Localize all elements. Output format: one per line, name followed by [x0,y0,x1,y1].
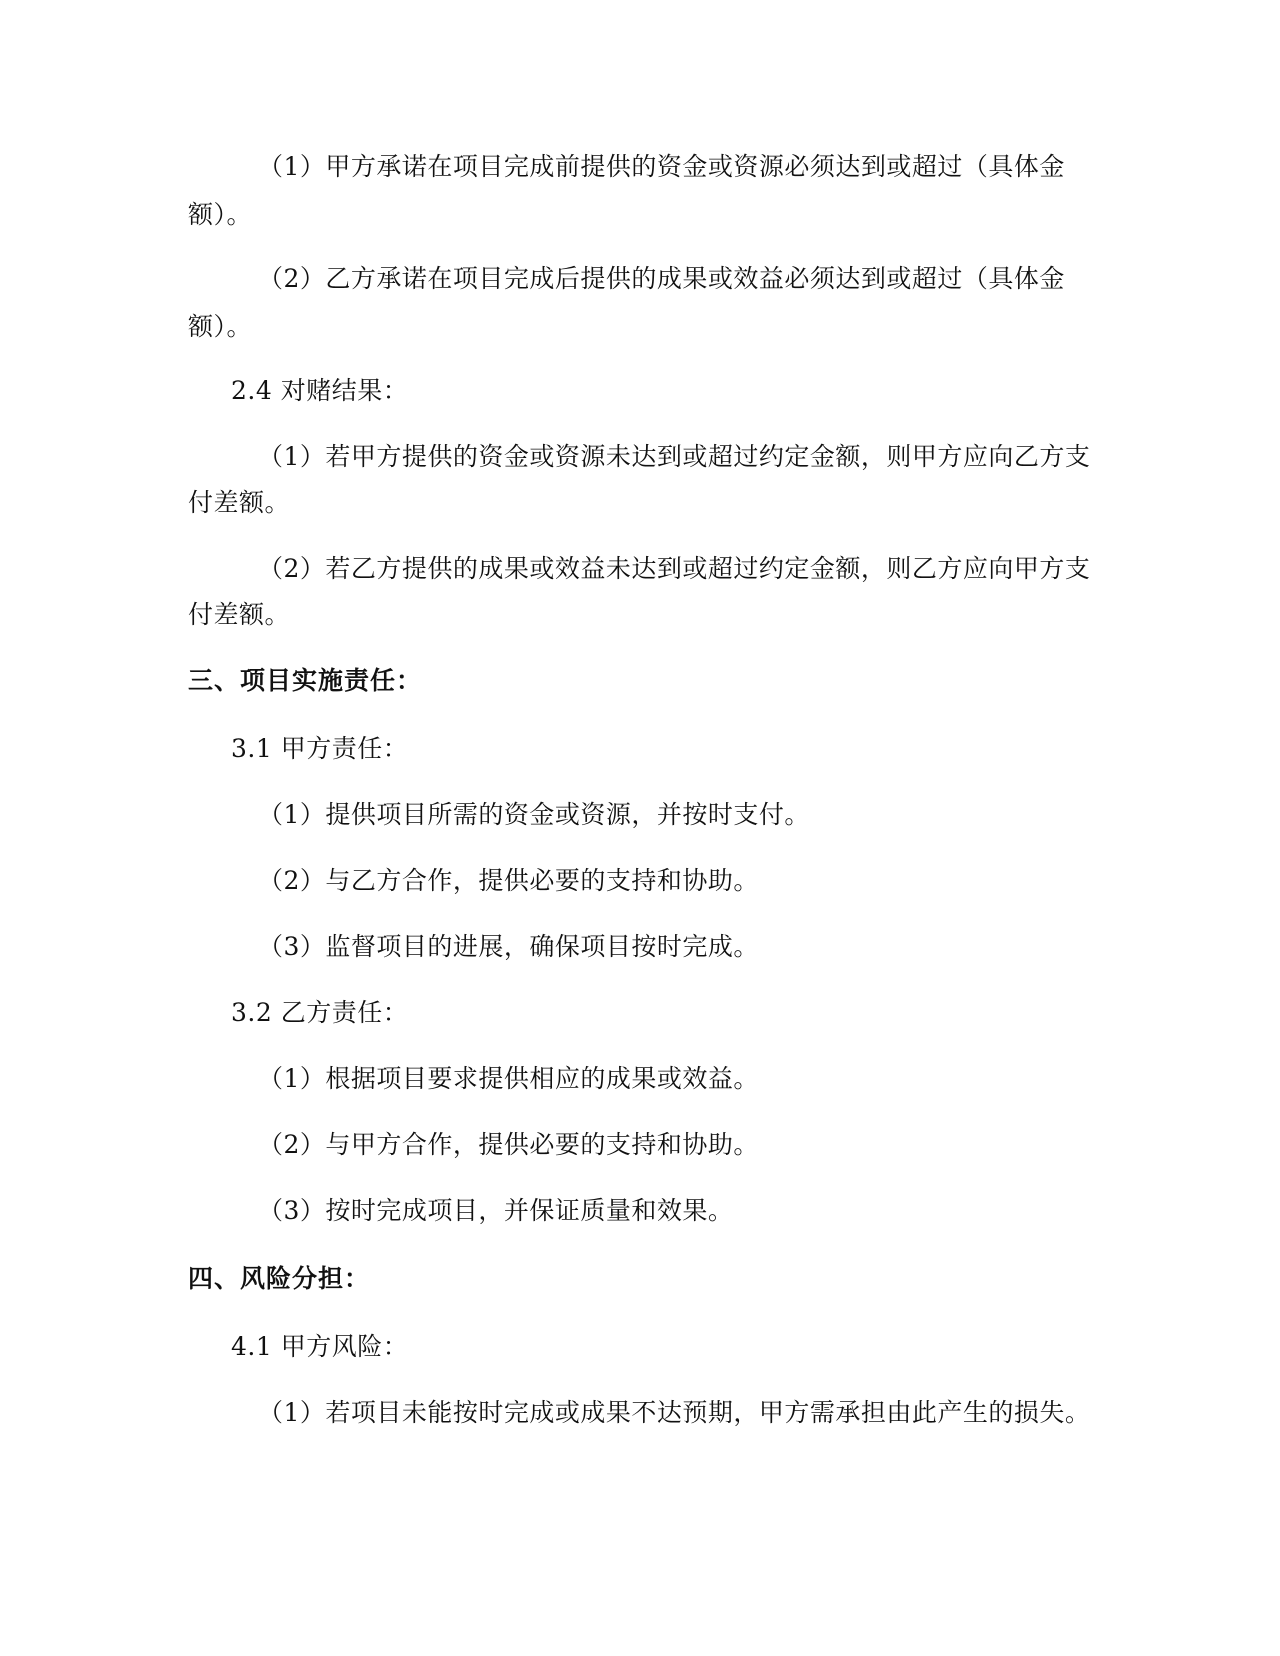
item-3-2-1: （1）根据项目要求提供相应的成果或效益。 [258,1064,759,1093]
section-3-1-title: 3.1 甲方责任： [231,734,409,763]
paragraph-2-3-1-line-1: （1）甲方承诺在项目完成前提供的资金或资源必须达到或超过（具体金 [258,152,1065,181]
paragraph-2-3-2-line-1: （2）乙方承诺在项目完成后提供的成果或效益必须达到或超过（具体金 [258,264,1065,293]
item-4-1-1: （1）若项目未能按时完成或成果不达预期，甲方需承担由此产生的损失。 [258,1398,1091,1427]
paragraph-2-4-2-line-2: 付差额。 [188,600,291,629]
item-3-1-3: （3）监督项目的进展，确保项目按时完成。 [258,932,759,961]
section-2-4-title: 2.4 对赌结果： [231,376,409,405]
section-4-heading: 四、风险分担： [188,1264,371,1293]
item-3-2-2: （2）与甲方合作，提供必要的支持和协助。 [258,1130,759,1159]
paragraph-2-4-1-line-2: 付差额。 [188,488,291,517]
section-3-heading: 三、项目实施责任： [188,666,423,695]
paragraph-2-3-2-line-2: 额）。 [188,312,253,341]
item-3-2-3: （3）按时完成项目，并保证质量和效果。 [258,1196,734,1225]
paragraph-2-4-2-line-1: （2）若乙方提供的成果或效益未达到或超过约定金额，则乙方应向甲方支 [258,554,1091,583]
section-3-2-title: 3.2 乙方责任： [231,998,409,1027]
item-3-1-1: （1）提供项目所需的资金或资源，并按时支付。 [258,800,810,829]
section-4-1-title: 4.1 甲方风险： [231,1332,409,1361]
item-3-1-2: （2）与乙方合作，提供必要的支持和协助。 [258,866,759,895]
paragraph-2-4-1-line-1: （1）若甲方提供的资金或资源未达到或超过约定金额，则甲方应向乙方支 [258,442,1091,471]
paragraph-2-3-1-line-2: 额）。 [188,200,253,229]
